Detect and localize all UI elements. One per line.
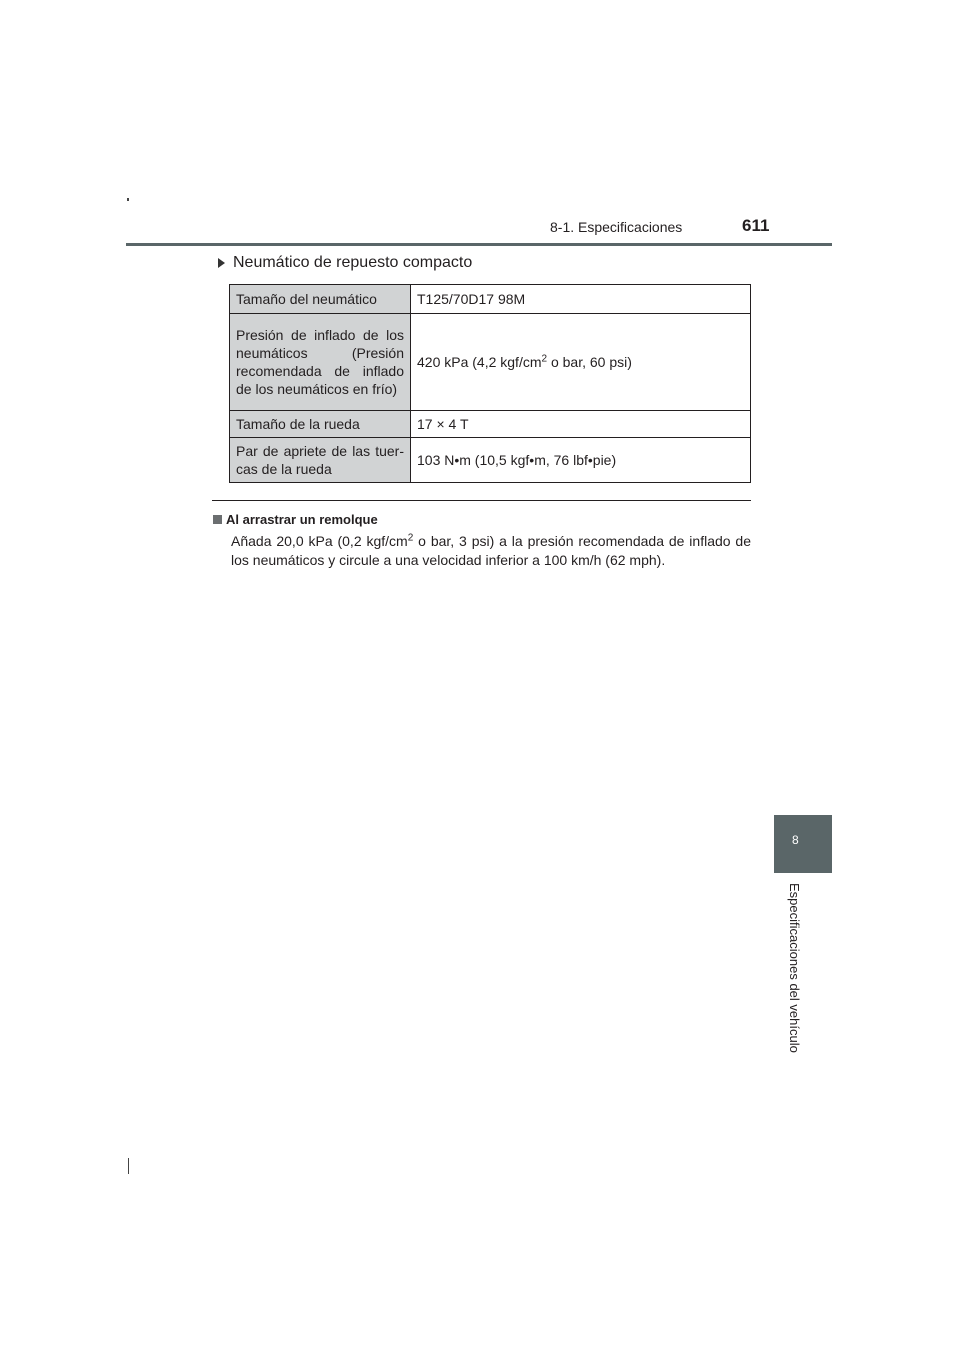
table-row: [230, 314, 751, 411]
crop-mark: [127, 198, 129, 201]
table-key-cell: Tamaño del neumático: [230, 285, 411, 314]
table-value-cell: 17 × 4 T: [411, 411, 751, 438]
square-bullet-icon: [213, 515, 222, 524]
table-value-cell: [411, 314, 751, 411]
value-text: o bar, 60 psi): [547, 354, 632, 370]
table-value-cell: 103 N•m (10,5 kgf•m, 76 lbf•pie): [411, 438, 751, 483]
table-row: [230, 285, 751, 314]
crop-mark: [128, 1158, 129, 1174]
chapter-number: 8: [792, 833, 799, 847]
table-key-cell: Tamaño de la rueda: [230, 411, 411, 438]
header-divider: [126, 243, 832, 246]
section-header: 8-1. Especificaciones: [550, 219, 683, 235]
table-row: [230, 438, 751, 483]
subsection-title-text: Neumático de repuesto compacto: [233, 254, 473, 271]
table-row: [230, 411, 751, 438]
note-heading: [213, 512, 378, 527]
spec-table: [229, 284, 751, 483]
chapter-tab: [774, 815, 832, 873]
table-key-cell: Presión de inflado de los neumáticos (Presión recomendada de inflado de los neumáticos en frío): [230, 314, 411, 411]
chapter-label: Especificaciones del vehículo: [787, 883, 802, 1053]
superscript: 2: [541, 353, 548, 365]
note-text: Añada 20,0 kPa (0,2 kgf/cm: [231, 533, 408, 549]
superscript: 2: [407, 532, 414, 544]
table-key-cell: Par de apriete de las tuer-cas de la rueda: [230, 438, 411, 483]
value-text: 420 kPa (4,2 kgf/cm: [417, 354, 542, 370]
note-title: Al arrastrar un remolque: [226, 512, 378, 527]
note-text: o bar, 3 psi) a la presión recomendada de inflado de los neumáticos y circule a una velocidad inferior a 100 km/h (62 mph).: [231, 533, 752, 568]
note-divider: [212, 500, 751, 501]
note-body: [231, 532, 751, 570]
page-number: 611: [742, 216, 770, 235]
table-value-cell: T125/70D17 98M: [411, 285, 751, 314]
subsection-title: [218, 254, 472, 272]
triangle-bullet-icon: [218, 258, 225, 268]
